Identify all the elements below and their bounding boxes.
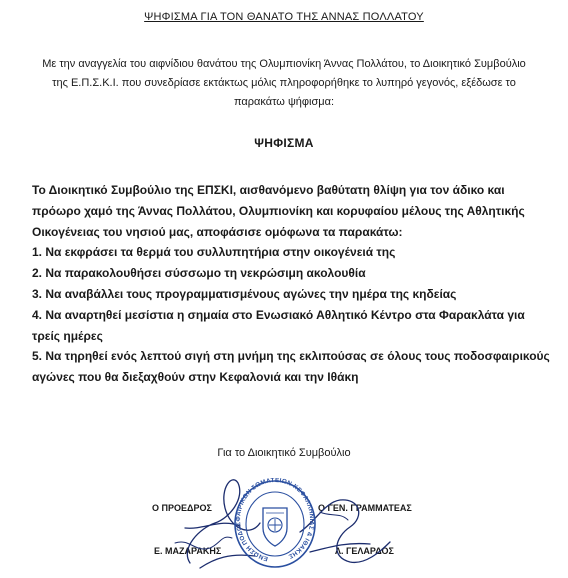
list-item: 2. Να παρακολουθήσει σύσσωμο τη νεκρώσιμη ακολουθία	[32, 266, 366, 281]
list-item: 3. Να αναβάλλει τους προγραμματισμένους αγώνες την ημέρα της κηδείας	[32, 286, 457, 301]
list-item: 1. Να εκφράσει τα θερμά του συλλυπητήρια στην οικογένειά της	[32, 245, 396, 260]
president-name: Ε. ΜΑΖΑΡΑΚΗΣ	[154, 546, 222, 556]
list-item: 5. Να τηρηθεί ενός λεπτού σιγή στη μνήμη της εκλιπούσας σε όλους τους ποδοσφαιρικούς αγώνες που θα διεξαχθούν στην Κεφαλονιά και την Ιθάκη	[32, 349, 550, 385]
association-stamp	[233, 478, 317, 570]
document-title: ΨΗΦΙΣΜΑ ΓΙΑ ΤΟΝ ΘΑΝΑΤΟ ΤΗΣ ΑΝΝΑΣ ΠΟΛΛΑΤΟΥ	[144, 11, 424, 23]
closing-line: Για το Διοικητικό Συμβούλιο	[217, 447, 351, 459]
resolution-heading: ΨΗΦΙΣΜΑ	[254, 136, 314, 150]
list-item: 4. Να αναρτηθεί μεσίστια η σημαία στο Ενωσιακό Αθλητικό Κέντρο στα Φαρακλάτα για τρείς ημέρες	[32, 307, 525, 343]
president-role: Ο ΠΡΟΕΔΡΟΣ	[152, 503, 212, 513]
body-paragraph: Το Διοικητικό Συμβούλιο της ΕΠΣΚΙ, αισθανόμενο βαθύτατη θλίψη για τον άδικο και πρόωρο χαμό της Άννας Πολλάτου, Ολυμπιονίκη και κορυφαίου μέλους της Αθλητικής Οικογένειας του νησιού μας, αποφάσισε ομόφωνα τα παρακάτω:	[32, 183, 525, 239]
intro-paragraph: Με την αναγγελία του αιφνίδιου θανάτου της Ολυμπιονίκη Άννας Πολλάτου, το Διοικητικό Συμβούλιο της Ε.Π.Σ.Κ.Ι. που συνεδρίασε εκτάκτως μόλις πληροφορήθηκε το λυπηρό γεγονός, εξέδωσε το παρακάτω ψήφισμα:	[42, 58, 526, 108]
secretary-role: Ο ΓΕΝ. ΓΡΑΜΜΑΤΕΑΣ	[318, 503, 412, 513]
resolution-body	[32, 180, 552, 388]
secretary-name: Λ. ΓΕΛΑΡΔΟΣ	[335, 546, 394, 556]
svg-text:ΕΝΩΣΗ ΠΟΔΟΣΦΑΙΡΙΚΩΝ ΣΩΜΑΤΕΙΩΝ: ΕΝΩΣΗ ΠΟΔΟΣΦΑΙΡΙΚΩΝ ΣΩΜΑΤΕΙΩΝ ΚΕΦΑΛΛΗΝΙΑΣ & ΙΘΑΚΗΣ	[234, 478, 316, 563]
